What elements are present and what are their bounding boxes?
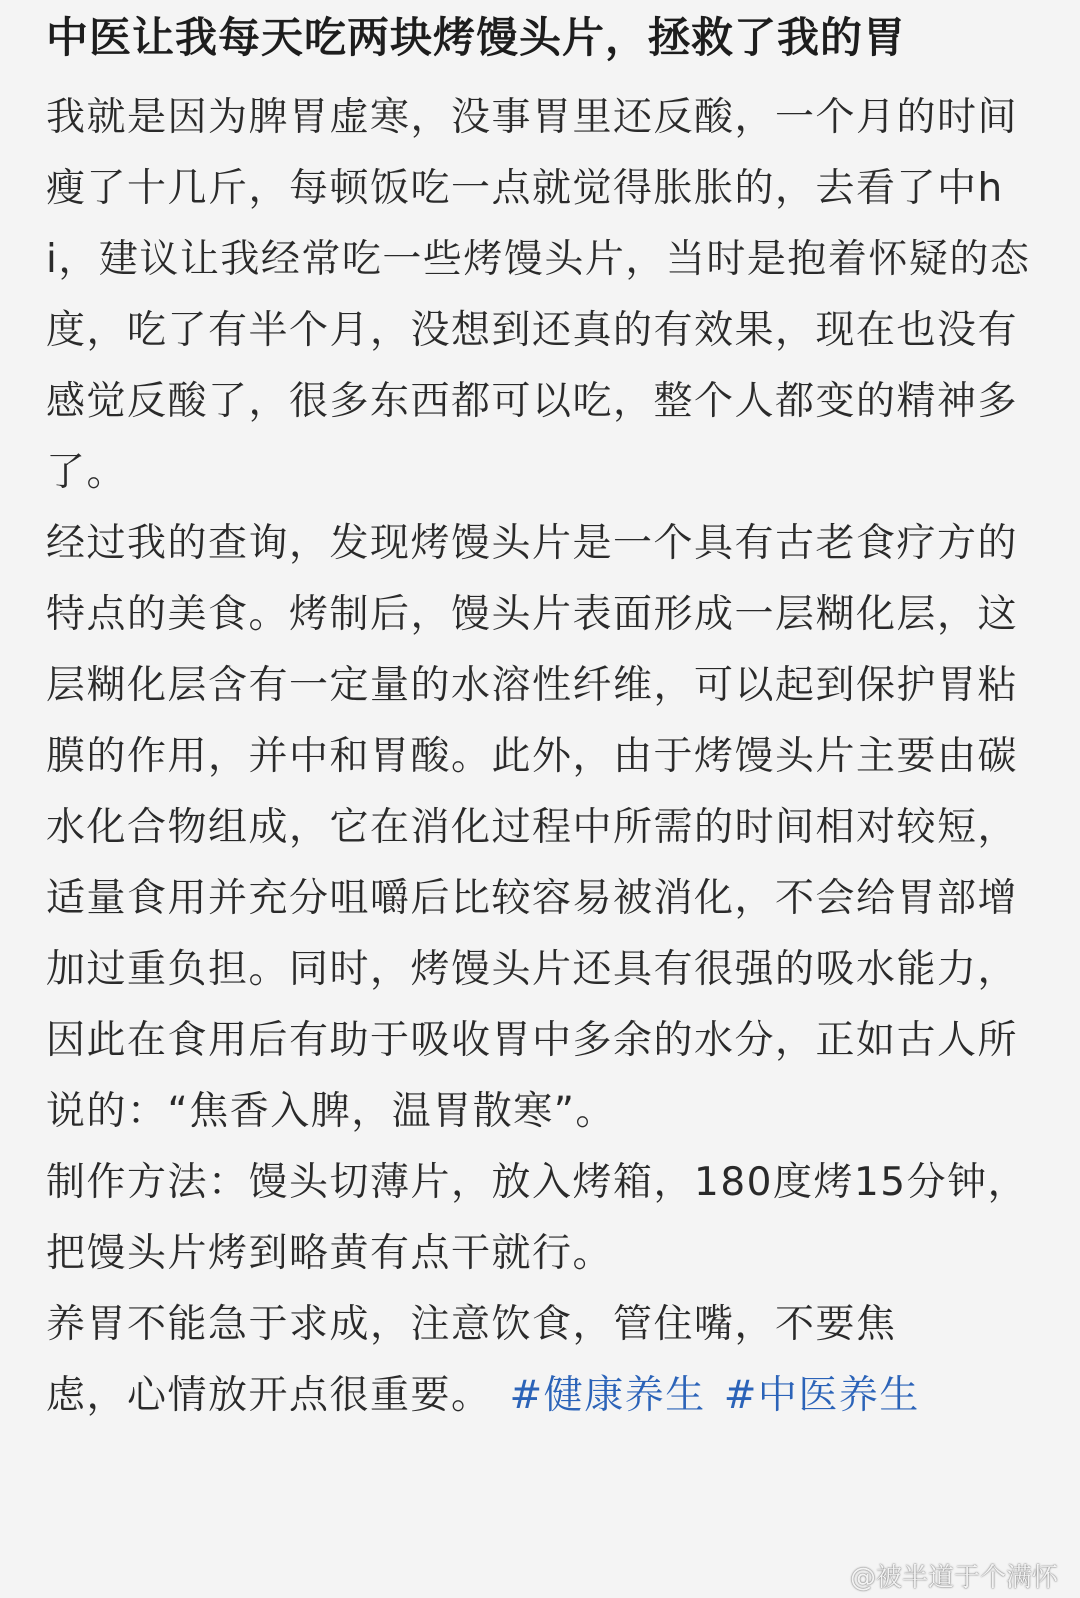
post-paragraph-4 (46, 1289, 1040, 1431)
watermark: @被半道于个满怀 (849, 1563, 1058, 1593)
post-paragraph-4-line-2-text: 虑，心情放开点很重要。 (46, 1373, 492, 1418)
post-paragraph-2: 经过我的查询，发现烤馒头片是一个具有古老食疗方的特点的美食。烤制后，馒头片表面形成一层糊化层，这层糊化层含有一定量的水溶性纤维，可以起到保护胃粘膜的作用，并中和胃酸。此外，由于烤馒头片主要由碳水化合物组成，它在消化过程中所需的时间相对较短，适量食用并充分咀嚼后比较容易被消化，不会给胃部增加过重负担。同时，烤馒头片还具有很强的吸水能力，因此在食用后有助于吸收胃中多余的水分，正如古人所说的：“焦香入脾，温胃散寒”。 (46, 521, 1019, 1134)
post-paragraph-4-line-2 (46, 1373, 920, 1418)
post-paragraph-1: 我就是因为脾胃虚寒，没事胃里还反酸，一个月的时间瘦了十几斤，每顿饭吃一点就觉得胀胀的，去看了中hi，建议让我经常吃一些烤馒头片，当时是抱着怀疑的态度，吃了有半个月，没想到还真的有效果，现在也没有感觉反酸了，很多东西都可以吃，整个人都变的精神多了。 (46, 95, 1031, 495)
post-paragraph-4-line-1: 养胃不能急于求成，注意饮食，管住嘴，不要焦 (46, 1302, 897, 1347)
hashtag-health[interactable]: #健康养生 (509, 1373, 706, 1418)
post-title: 中医让我每天吃两块烤馒头片，拯救了我的胃 (46, 13, 907, 62)
post-body (46, 82, 1040, 1431)
hashtag-tcm[interactable]: #中医养生 (723, 1373, 920, 1418)
post-paragraph-3: 制作方法：馒头切薄片，放入烤箱，180度烤15分钟，把馒头片烤到略黄有点干就行。 (46, 1160, 1029, 1276)
